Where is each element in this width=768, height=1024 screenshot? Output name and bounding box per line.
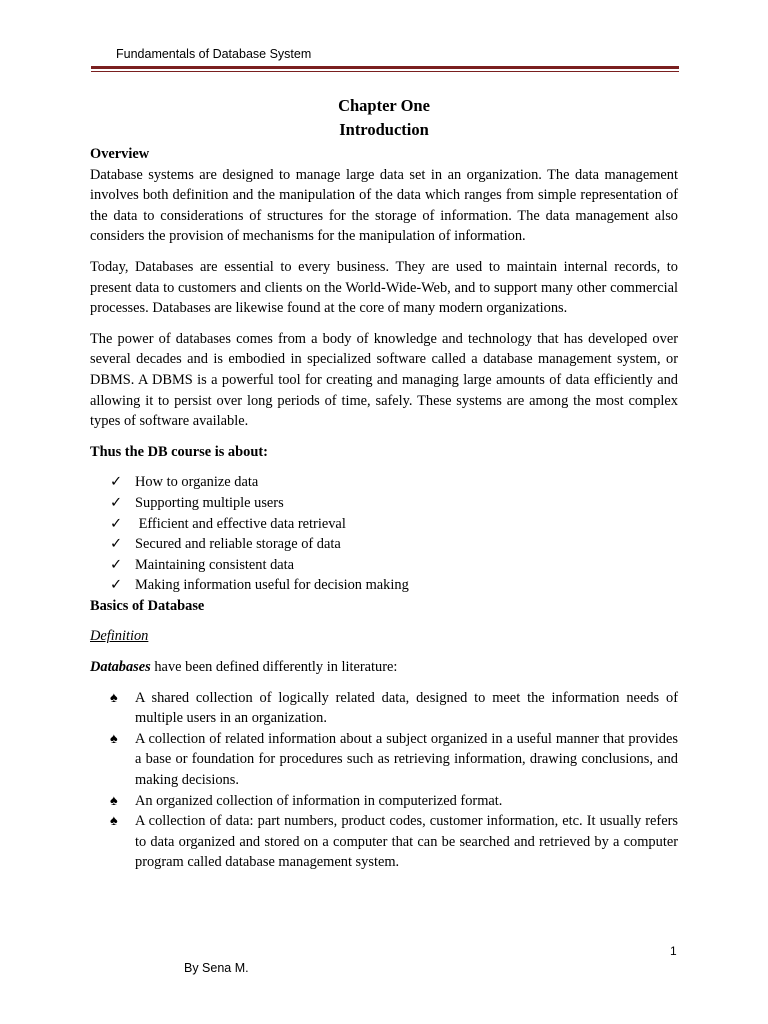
list-item xyxy=(90,791,678,812)
overview-paragraph: Database systems are designed to manage large data set in an organization. The data management involves both definition and the manipulation of the data which ranges from simple representation of the data to considerations of structures for the storage of information. The data management also considers the provision of mechanisms for the manipulation of information. xyxy=(90,166,678,245)
list-item xyxy=(90,514,678,535)
spade-icon: ♠ xyxy=(110,730,118,747)
course-list xyxy=(90,472,678,596)
list-item-label: Efficient and effective data retrieval xyxy=(135,515,346,532)
list-item xyxy=(90,555,678,576)
basics-heading: Basics of Database xyxy=(90,597,205,614)
list-item xyxy=(90,493,678,514)
checkmark-icon: ✓ xyxy=(110,536,123,553)
overview-paragraph: Today, Databases are essential to every business. They are used to maintain internal records, to present data to customers and clients on the World-Wide-Web, and to support many other commercial processes. Databases are likewise found at the core of many modern organizations. xyxy=(90,258,678,317)
course-heading: Thus the DB course is about: xyxy=(90,443,268,460)
spade-icon: ♠ xyxy=(110,689,118,706)
list-item xyxy=(90,729,678,791)
list-item-label: Secured and reliable storage of data xyxy=(135,536,341,553)
list-item xyxy=(90,472,678,493)
checkmark-icon: ✓ xyxy=(110,474,123,491)
chapter-title: Introduction xyxy=(339,120,429,139)
page-number: 1 xyxy=(670,944,677,958)
list-item-label: Making information useful for decision making xyxy=(135,577,409,594)
list-item xyxy=(90,688,678,729)
list-item-label: Supporting multiple users xyxy=(135,494,284,511)
checkmark-icon: ✓ xyxy=(110,556,123,573)
list-item-label: An organized collection of information in computerized format. xyxy=(135,792,503,809)
checkmark-icon: ✓ xyxy=(110,494,123,511)
checkmark-icon: ✓ xyxy=(110,577,123,594)
footer-author: By Sena M. xyxy=(184,961,249,975)
list-item xyxy=(90,811,678,873)
definition-intro-text: have been defined differently in literature: xyxy=(150,659,398,676)
spade-icon: ♠ xyxy=(110,792,118,809)
overview-paragraph: The power of databases comes from a body of knowledge and technology that has developed over several decades and is embodied in specialized software called a database management system, or DBMS. A DBMS is a powerful tool for creating and managing large amounts of data efficiently and allowing it to persist over long periods of time, safely. These systems are among the most complex types of software available. xyxy=(90,330,678,430)
header-rule-thin xyxy=(91,71,679,72)
list-item xyxy=(90,534,678,555)
page-body xyxy=(90,94,678,873)
chapter-number: Chapter One xyxy=(338,96,430,115)
header-rule-thick xyxy=(91,66,679,69)
overview-heading: Overview xyxy=(90,146,150,162)
list-item-label: A shared collection of logically related data, designed to meet the information needs of multiple users in an organization. xyxy=(135,689,678,727)
list-item-label: A collection of data: part numbers, product codes, customer information, etc. It usually refers to data organized and stored on a computer that can be searched and retrieved by a computer program called database management system. xyxy=(135,813,678,871)
header-title: Fundamentals of Database System xyxy=(116,47,312,61)
checkmark-icon: ✓ xyxy=(110,515,123,532)
list-item-label: Maintaining consistent data xyxy=(135,556,295,573)
definition-list xyxy=(90,688,678,873)
definition-term: Databases xyxy=(90,659,151,676)
list-item xyxy=(90,575,678,596)
list-item-label: How to organize data xyxy=(135,474,259,491)
list-item-label: A collection of related information about a subject organized in a useful manner that provides a base or foundation for procedures such as retrieving information, drawing conclusions, and making decisions. xyxy=(135,730,678,789)
definition-intro xyxy=(90,657,678,678)
spade-icon: ♠ xyxy=(110,813,118,830)
definition-subheading: Definition xyxy=(90,628,149,645)
